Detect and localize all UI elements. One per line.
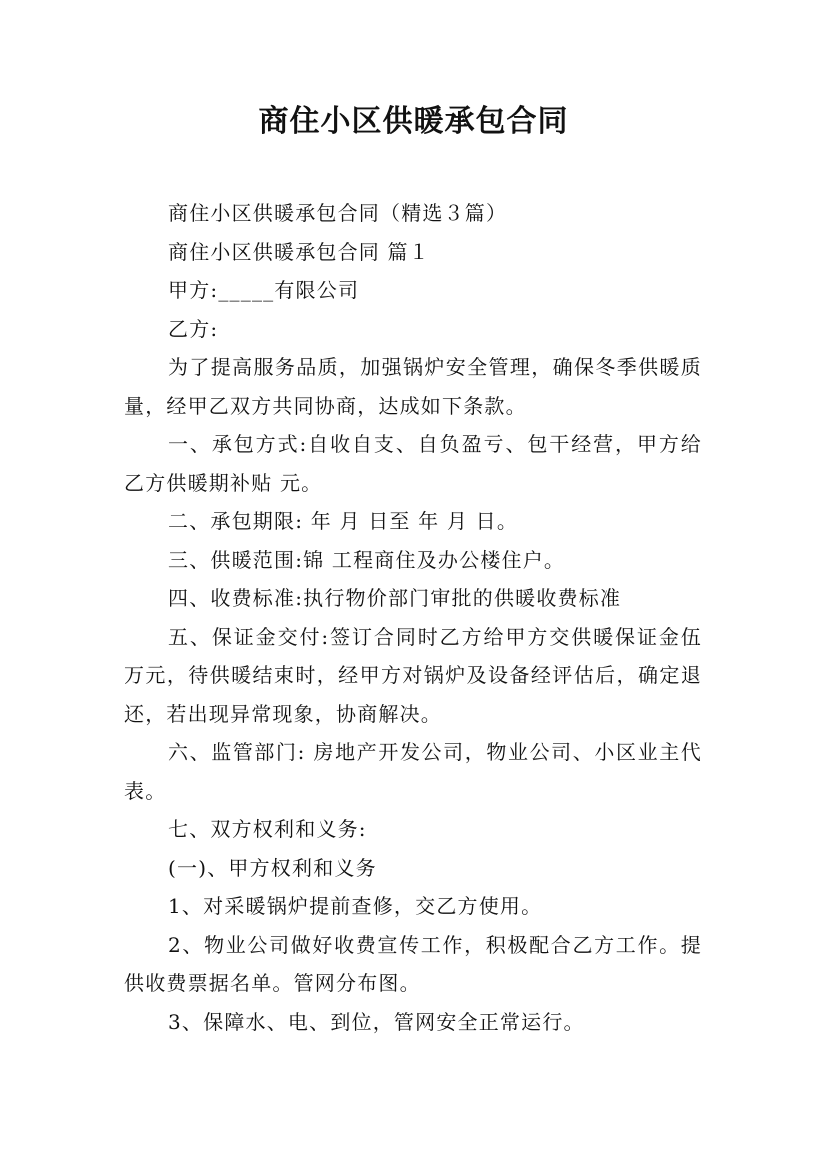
paragraph-subtitle-selection: 商住小区供暖承包合同（精选３篇） — [168, 201, 508, 225]
paragraph-item-1: 1、对采暖锅炉提前查修，交乙方使用。 — [168, 894, 543, 918]
paragraph-clause-7: 七、双方权利和义务: — [168, 817, 367, 841]
document-body — [124, 194, 702, 1041]
paragraph-clause-6: 六、监管部门: 房地产开发公司，物业公司、小区业主代表。 — [124, 740, 702, 803]
paragraph-clause-2: 二、承包期限: 年 月 日至 年 月 日。 — [168, 509, 519, 533]
paragraph-preamble: 为了提高服务品质，加强锅炉安全管理，确保冬季供暖质量，经甲乙双方共同协商，达成如下条款。 — [124, 355, 702, 418]
paragraph-section-heading: 商住小区供暖承包合同 篇１ — [168, 239, 430, 264]
paragraph-party-a: 甲方:_____有限公司 — [168, 278, 360, 302]
paragraph-clause-5: 五、保证金交付:签订合同时乙方给甲方交供暖保证金伍万元，待供暖结束时，经甲方对锅炉及设备经评估后，确定退还，若出现异常现象，协商解决。 — [124, 624, 702, 726]
paragraph-item-2: 2、物业公司做好收费宣传工作，积极配合乙方工作。提供收费票据名单。管网分布图。 — [124, 932, 702, 995]
document-title: 商住小区供暖承包合同 — [258, 104, 569, 139]
paragraph-clause-4: 四、收费标准:执行物价部门审批的供暖收费标准 — [168, 586, 622, 610]
paragraph-item-3: 3、保障水、电、到位，管网安全正常运行。 — [168, 1009, 585, 1034]
paragraph-clause-1: 一、承包方式:自收自支、自负盈亏、包干经营，甲方给乙方供暖期补贴 元。 — [124, 432, 702, 495]
paragraph-subclause-a: (一)、甲方权利和义务 — [168, 855, 377, 880]
paragraph-clause-3: 三、供暖范围:锦 工程商住及办公楼住户。 — [168, 547, 566, 572]
paragraph-party-b: 乙方: — [168, 316, 219, 341]
